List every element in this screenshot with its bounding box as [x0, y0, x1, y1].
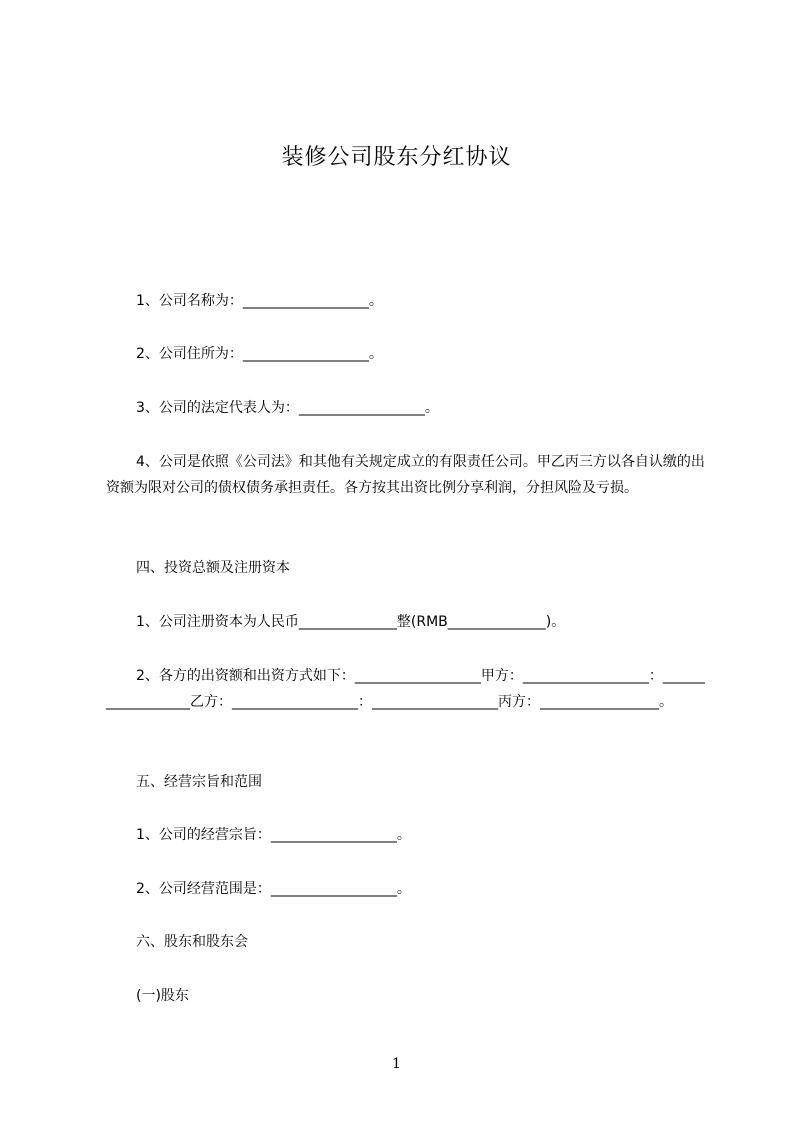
paragraph-company-nature: 4、公司是依照《公司法》和其他有关规定成立的有限责任公司。甲乙丙三方以各自认缴的出资额为限对公司的债权债务承担责任。各方按其出资比例分享利润，分担风险及亏损。	[106, 454, 705, 496]
paragraph-business-purpose: 1、公司的经营宗旨：__________________。	[136, 827, 411, 843]
paragraph-legal-representative: 3、公司的法定代表人为：__________________。	[136, 400, 439, 416]
paragraph-contributions: 2、各方的出资额和出资方式如下：__________________甲方：__________________：__________________乙方：__________________：__________________丙方：_________________。	[106, 668, 705, 710]
paragraph-registered-capital: 1、公司注册资本为人民币______________整(RMB______________)。	[136, 614, 566, 630]
document-title: 装修公司股东分红协议	[281, 145, 512, 170]
paragraph-company-address: 2、公司住所为：__________________。	[136, 346, 383, 362]
section-heading-business-scope: 五、经营宗旨和范围	[136, 774, 262, 790]
paragraph-business-scope: 2、公司经营范围是：__________________。	[136, 881, 411, 897]
page-number: 1	[392, 1056, 401, 1072]
section-heading-shareholders: 六、股东和股东会	[136, 934, 248, 950]
subsection-heading-shareholders: (一)股东	[136, 988, 189, 1004]
section-heading-investment: 四、投资总额及注册资本	[136, 560, 290, 576]
paragraph-company-name: 1、公司名称为：__________________。	[136, 293, 383, 309]
